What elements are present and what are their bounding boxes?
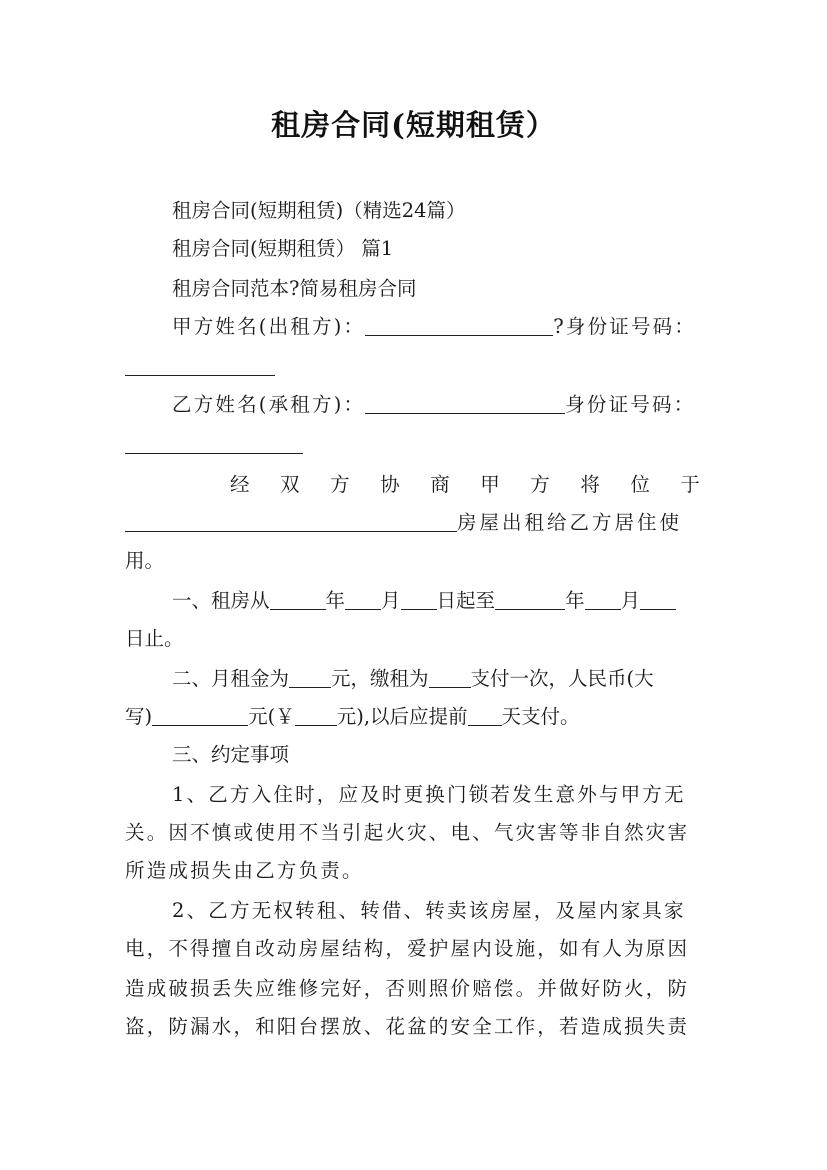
rent-l2-p3: 元),以后应提前	[336, 705, 468, 728]
rent-period-blank[interactable]	[429, 667, 471, 688]
party-b-id-blank[interactable]	[125, 433, 303, 454]
location-char: 方	[530, 473, 550, 496]
party-a-name-blank[interactable]	[365, 315, 553, 336]
rent-l2-p2: 元(￥	[248, 705, 295, 728]
term-p2: 年	[325, 589, 346, 612]
rent-line-1	[172, 666, 654, 692]
term-start-month-blank[interactable]	[345, 589, 381, 610]
item-2-line-4: 盗，防漏水，和阳台摆放、花盆的安全工作，若造成损失责	[125, 1015, 690, 1038]
location-char: 协	[380, 473, 400, 496]
rent-l2-p1: 写)	[125, 705, 153, 728]
party-a-name-label: 甲方姓名(出租方)：	[172, 315, 366, 338]
rent-numeric-blank[interactable]	[295, 705, 337, 726]
rent-l2-p4: 天支付。	[501, 705, 580, 728]
term-end-day-blank[interactable]	[640, 589, 676, 610]
term-p6: 月	[620, 589, 641, 612]
rent-p2: 元，缴租为	[331, 667, 429, 690]
location-after-blank: 房屋出租给乙方居住使	[457, 511, 683, 534]
location-continuation: 用。	[125, 549, 165, 572]
item-2-line-1: 2、乙方无权转租、转借、转卖该房屋，及屋内家具家	[172, 899, 686, 922]
term-p1: 一、租房从	[172, 589, 270, 612]
location-char: 甲	[480, 473, 500, 496]
party-b-id-line	[125, 432, 303, 458]
rent-capital-blank[interactable]	[152, 705, 248, 726]
party-b-name-blank[interactable]	[365, 393, 565, 414]
section-3-heading: 三、约定事项	[172, 743, 290, 766]
rent-advance-days-blank[interactable]	[468, 705, 502, 726]
location-char: 双	[280, 473, 300, 496]
rent-line-2	[125, 704, 580, 730]
item-1-line-3: 所造成损失由乙方负责。	[125, 859, 364, 882]
location-blank[interactable]	[125, 511, 457, 532]
party-a-line	[172, 314, 696, 340]
term-end-month-blank[interactable]	[585, 589, 621, 610]
location-char: 商	[430, 473, 450, 496]
party-b-name-label: 乙方姓名(承租方)：	[172, 393, 366, 416]
intro-line-2: 租房合同(短期租赁） 篇1	[172, 237, 394, 260]
term-p4: 日起至	[436, 589, 496, 612]
term-start-year-blank[interactable]	[270, 589, 326, 610]
location-char: 将	[580, 473, 600, 496]
location-char: 位	[630, 473, 650, 496]
rent-p3: 支付一次，人民币(大	[470, 667, 654, 690]
party-b-id-label: 身份证号码：	[565, 393, 696, 416]
item-1-line-2: 关。因不慎或使用不当引起火灾、电、气灾害等非自然灾害	[125, 821, 690, 844]
party-a-id-label: ?身份证号码：	[553, 315, 697, 338]
location-char: 经	[230, 473, 250, 496]
location-line-2	[125, 510, 682, 536]
item-2-line-2: 电，不得擅自改动房屋结构，爱护屋内设施，如有人为原因	[125, 937, 690, 960]
location-char: 于	[680, 473, 700, 496]
term-p5: 年	[565, 589, 585, 612]
term-start-day-blank[interactable]	[401, 589, 437, 610]
term-line	[172, 588, 676, 614]
term-p3: 月	[381, 589, 401, 612]
document-title: 租房合同(短期租赁）	[271, 108, 556, 142]
party-a-id-blank[interactable]	[125, 355, 275, 376]
rent-p1: 二、月租金为	[172, 667, 290, 690]
rent-amount-blank[interactable]	[289, 667, 331, 688]
party-a-id-line	[125, 354, 275, 380]
location-char: 方	[330, 473, 350, 496]
intro-line-3: 租房合同范本?简易租房合同	[172, 277, 417, 300]
intro-line-1: 租房合同(短期租赁)（精选24篇）	[172, 199, 466, 222]
item-1-line-1: 1、乙方入住时，应及时更换门锁若发生意外与甲方无	[172, 783, 686, 806]
term-continuation: 日止。	[125, 627, 184, 650]
location-spread-line	[230, 472, 700, 498]
item-2-line-3: 造成破损丢失应维修完好，否则照价赔偿。并做好防火，防	[125, 977, 690, 1000]
party-b-line	[172, 392, 695, 418]
term-end-year-blank[interactable]	[495, 589, 565, 610]
